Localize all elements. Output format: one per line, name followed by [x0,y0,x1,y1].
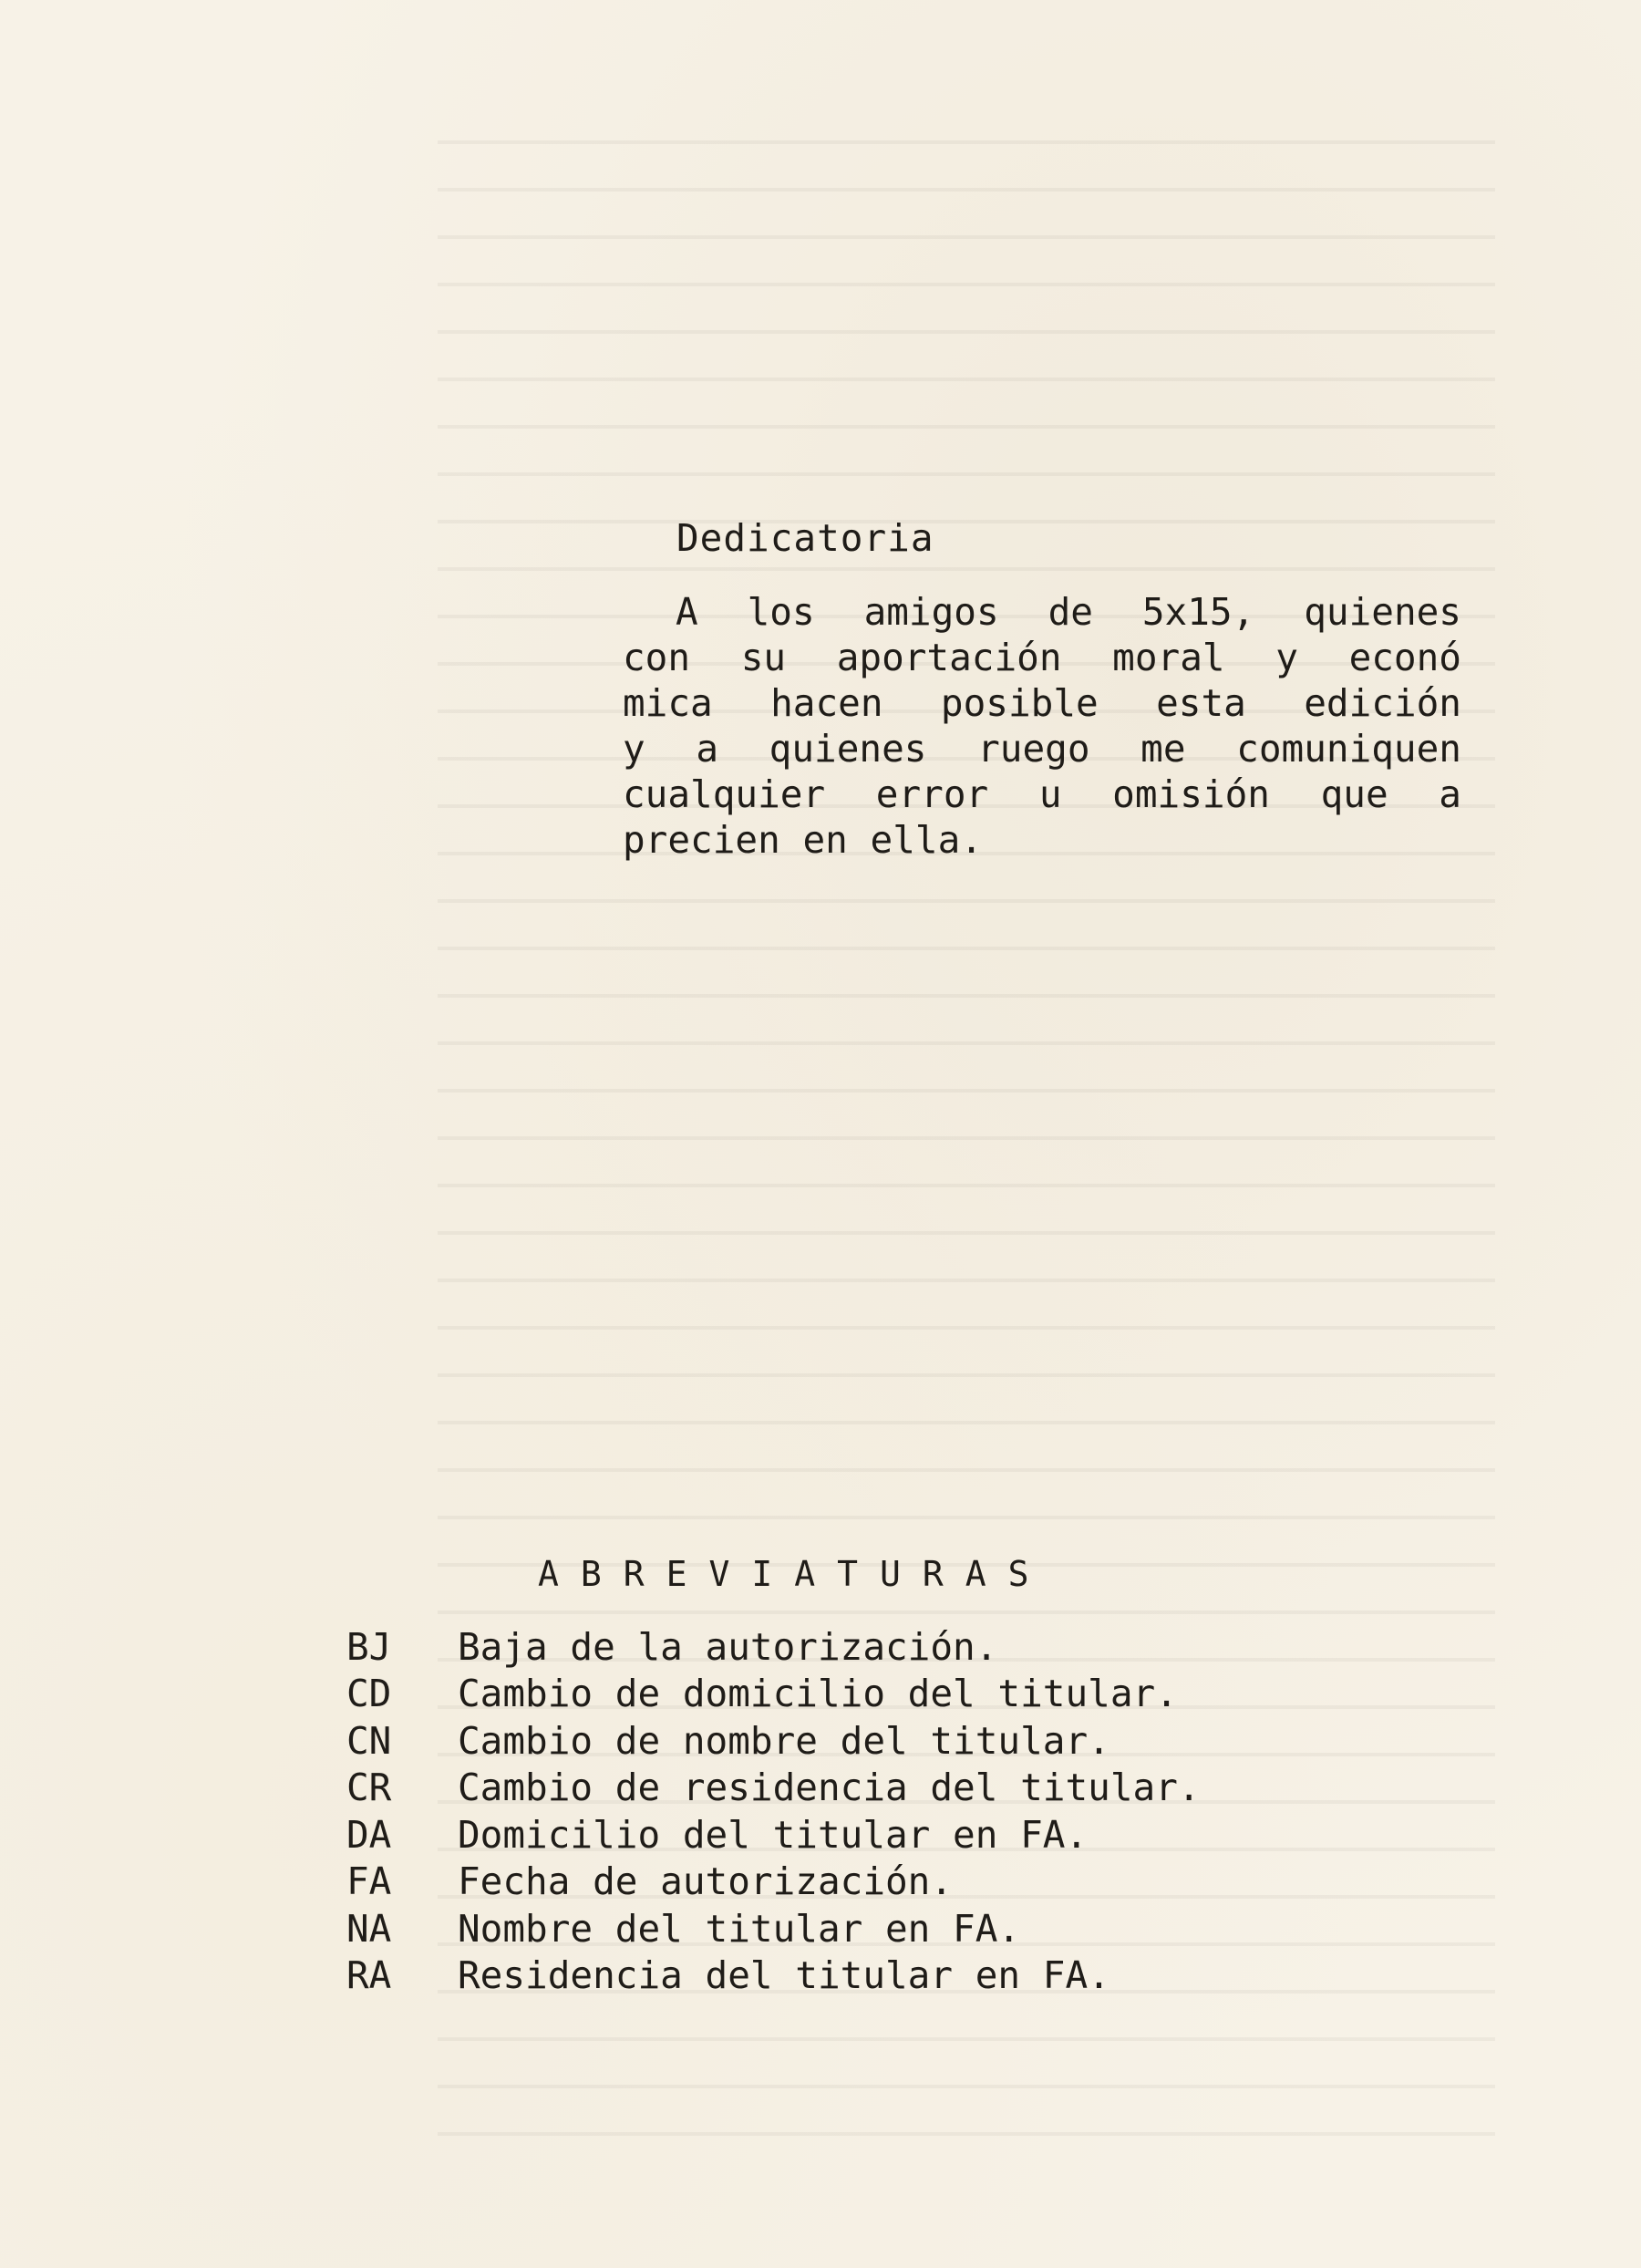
abbreviation-description: Domicilio del titular en FA. [458,1812,1089,1857]
abbreviation-code: DA [346,1812,392,1857]
abbreviation-description: Cambio de residencia del titular. [458,1766,1201,1810]
dedication-line: A los amigos de 5x15, quienes [676,590,1461,634]
abbreviation-row [346,1952,1395,2000]
dedication-line: con su aportación moral y econó [623,636,1461,679]
abbreviation-row [346,1859,1395,1906]
dedication-line: cualquier error u omisión que a [623,772,1461,816]
abbreviation-code: FA [346,1859,392,1904]
dedication-line: y a quienes ruego me comuniquen [623,727,1461,771]
abbreviation-code: BJ [346,1624,392,1669]
abbreviation-row [346,1623,1395,1671]
abbreviation-description: Cambio de nombre del titular. [458,1718,1110,1763]
abbreviation-row [346,1905,1395,1952]
abbreviation-description: Baja de la autorización. [458,1624,998,1669]
abbreviation-code: RA [346,1953,392,1998]
abbreviation-code: CD [346,1672,392,1716]
abbreviation-code: CN [346,1718,392,1763]
dedication-title: Dedicatoria [676,516,934,560]
abbreviation-description: Nombre del titular en FA. [458,1906,1021,1951]
abbreviation-description: Fecha de autorización. [458,1859,954,1904]
dedication-paragraph [623,589,1461,863]
abbreviation-row [346,1811,1395,1859]
abbreviation-code: CR [346,1766,392,1810]
dedication-line: mica hacen posible esta edición [623,681,1461,725]
abbreviation-row [346,1765,1395,1812]
abbreviation-row [346,1671,1395,1718]
abbreviation-code: NA [346,1906,392,1951]
abbreviations-list [346,1623,1395,1999]
abbreviation-description: Residencia del titular en FA. [458,1953,1110,1998]
abbreviations-heading: ABREVIATURAS [538,1554,1051,1594]
abbreviation-description: Cambio de domicilio del titular. [458,1672,1178,1716]
abbreviation-row [346,1717,1395,1765]
dedication-line: precien en ella. [623,818,983,862]
